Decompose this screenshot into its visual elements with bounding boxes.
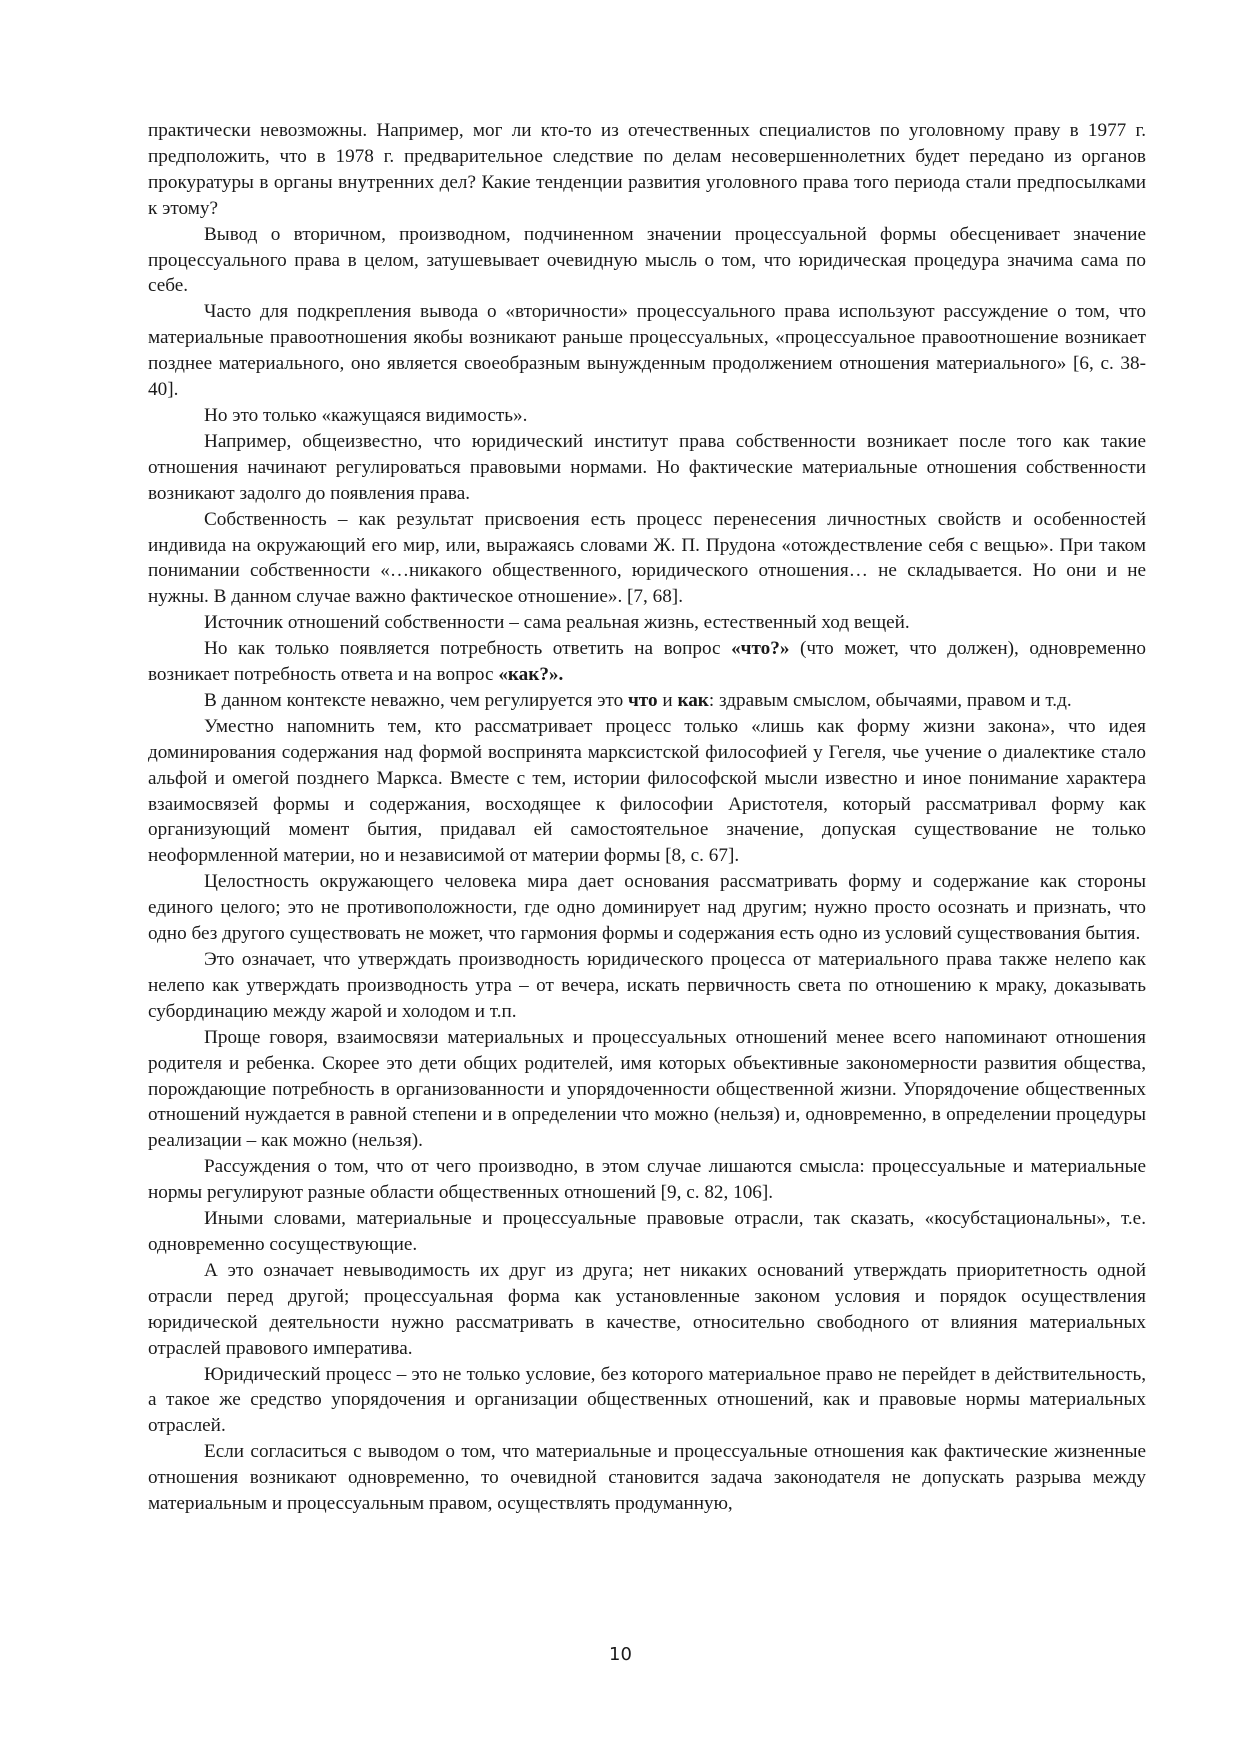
bold-text: что xyxy=(627,689,658,711)
paragraph-question xyxy=(148,636,1146,688)
paragraph: Юридический процесс – это не только условие, без которого материальное право не перейдет в действительность, а такое же средство упорядочения и организации общественных отношений, как и правовые нормы материальных отраслей. xyxy=(148,1363,1146,1437)
body-text xyxy=(148,118,1146,1517)
bold-text: «как?». xyxy=(498,664,564,686)
paragraph: Собственность – как результат присвоения есть процесс перенесения личностных свойств и особенностей индивида на окружающий его мир, или, выражаясь словами Ж. П. Прудона «отождествление себя с вещью». При таком понимании собственности «…никакого общественного, юридического отношения… не складывается. Но они и не нужны. В данном случае важно фактическое отношение». [7, 68]. xyxy=(148,508,1146,608)
paragraph: Источник отношений собственности – сама реальная жизнь, естественный ход вещей. xyxy=(204,612,910,634)
text-run: Но как только появляется потребность ответить на вопрос xyxy=(204,638,732,660)
paragraph: Часто для подкрепления вывода о «вторичности» процессуального права используют рассуждение о том, что материальные правоотношения якобы возникают раньше процессуальных, «процессуальное правоотношение возникает позднее материального, оно является своеобразным вынужденным продолжением отношения материального» [6, с. 38-40]. xyxy=(148,301,1146,401)
paragraph: Иными словами, материальные и процессуальные правовые отрасли, так сказать, «косубстациональны», т.е. одновременно сосуществующие. xyxy=(148,1208,1146,1255)
paragraph: Рассуждения о том, что от чего производно, в этом случае лишаются смысла: процессуальные и материальные нормы регулируют разные области общественных отношений [9, с. 82, 106]. xyxy=(148,1156,1146,1204)
paragraph: Целостность окружающего человека мира дает основания рассматривать форму и содержание как стороны единого целого; это не противоположности, где одно доминирует над другим; нужно просто осознать и признать, что одно без другого существовать не может, что гармония формы и содержания есть одно из условий существования бытия. xyxy=(148,871,1146,945)
paragraph: Если согласиться с выводом о том, что материальные и процессуальные отношения как фактические жизненные отношения возникают одновременно, то очевидной становится задача законодателя не допускать разрыва между материальным и процессуальным правом, осуществлять продуманную, xyxy=(148,1441,1146,1515)
page-number: 10 xyxy=(609,1644,632,1665)
paragraph-context xyxy=(148,688,1146,714)
text-run: (что может, что должен), одновременно возникает потребность ответа и на вопрос xyxy=(148,638,1146,686)
paragraph: Проще говоря, взаимосвязи материальных и процессуальных отношений менее всего напоминают отношения родителя и ребенка. Скорее это дети общих родителей, имя которых объективные закономерности развития общества, порождающие потребность в организованности и упорядоченности общественной жизни. Упорядочение общественных отношений нуждается в равной степени и в определении что можно (нельзя) и, одновременно, в определении процедуры реализации – как можно (нельзя). xyxy=(148,1026,1146,1152)
text-run: : здравым смыслом, обычаями, правом и т.д. xyxy=(708,689,1072,711)
paragraph: практически невозможны. Например, мог ли кто-то из отечественных специалистов по уголовному праву в 1977 г. предположить, что в 1978 г. предварительное следствие по делам несовершеннолетних будет передано из органов прокуратуры в органы внутренних дел? Какие тенденции развития уголовного права того периода стали предпосылками к этому? xyxy=(148,120,1146,219)
paragraph: Вывод о вторичном, производном, подчиненном значении процессуальной формы обесценивает значение процессуального права в целом, затушевывает очевидную мысль о том, что юридическая процедура значима сама по себе. xyxy=(148,223,1146,297)
paragraph: А это означает невыводимость их друг из друга; нет никаких оснований утверждать приоритетность одной отрасли перед другой; процессуальная форма как установленные законом условия и порядок осуществления юридической деятельности нужно рассматривать в качестве, относительно свободного от влияния материальных отраслей правового императива. xyxy=(148,1259,1146,1359)
paragraph: Но это только «кажущаяся видимость». xyxy=(204,404,528,426)
bold-text: «что?» xyxy=(731,638,790,660)
paragraph: Уместно напомнить тем, кто рассматривает процесс только «лишь как форму жизни закона», что идея доминирования содержания над формой воспринята марксистской философией у Гегеля, чье учение о диалектике стало альфой и омегой позднего Маркса. Вместе с тем, истории философской мысли известно и иное понимание характера взаимосвязей формы и содержания, восходящее к философии Аристотеля, который рассматривал форму как организующий момент бытия, придавал ей самостоятельное значение, допуская существование не только неоформленной материи, но и независимой от материи формы [8, с. 67]. xyxy=(148,715,1146,867)
text-run: В данном контексте неважно, чем регулируется это xyxy=(204,689,628,711)
bold-text: как xyxy=(677,689,709,711)
paragraph: Например, общеизвестно, что юридический институт права собственности возникает после того как такие отношения начинают регулироваться правовыми нормами. Но фактические материальные отношения собственности возникают задолго до появления права. xyxy=(148,430,1146,504)
text-run: и xyxy=(657,689,678,711)
paragraph: Это означает, что утверждать производность юридического процесса от материального права также нелепо как нелепо как утверждать производность утра – от вечера, искать первичность света по отношению к мраку, доказывать субординацию между жарой и холодом и т.п. xyxy=(148,949,1146,1022)
